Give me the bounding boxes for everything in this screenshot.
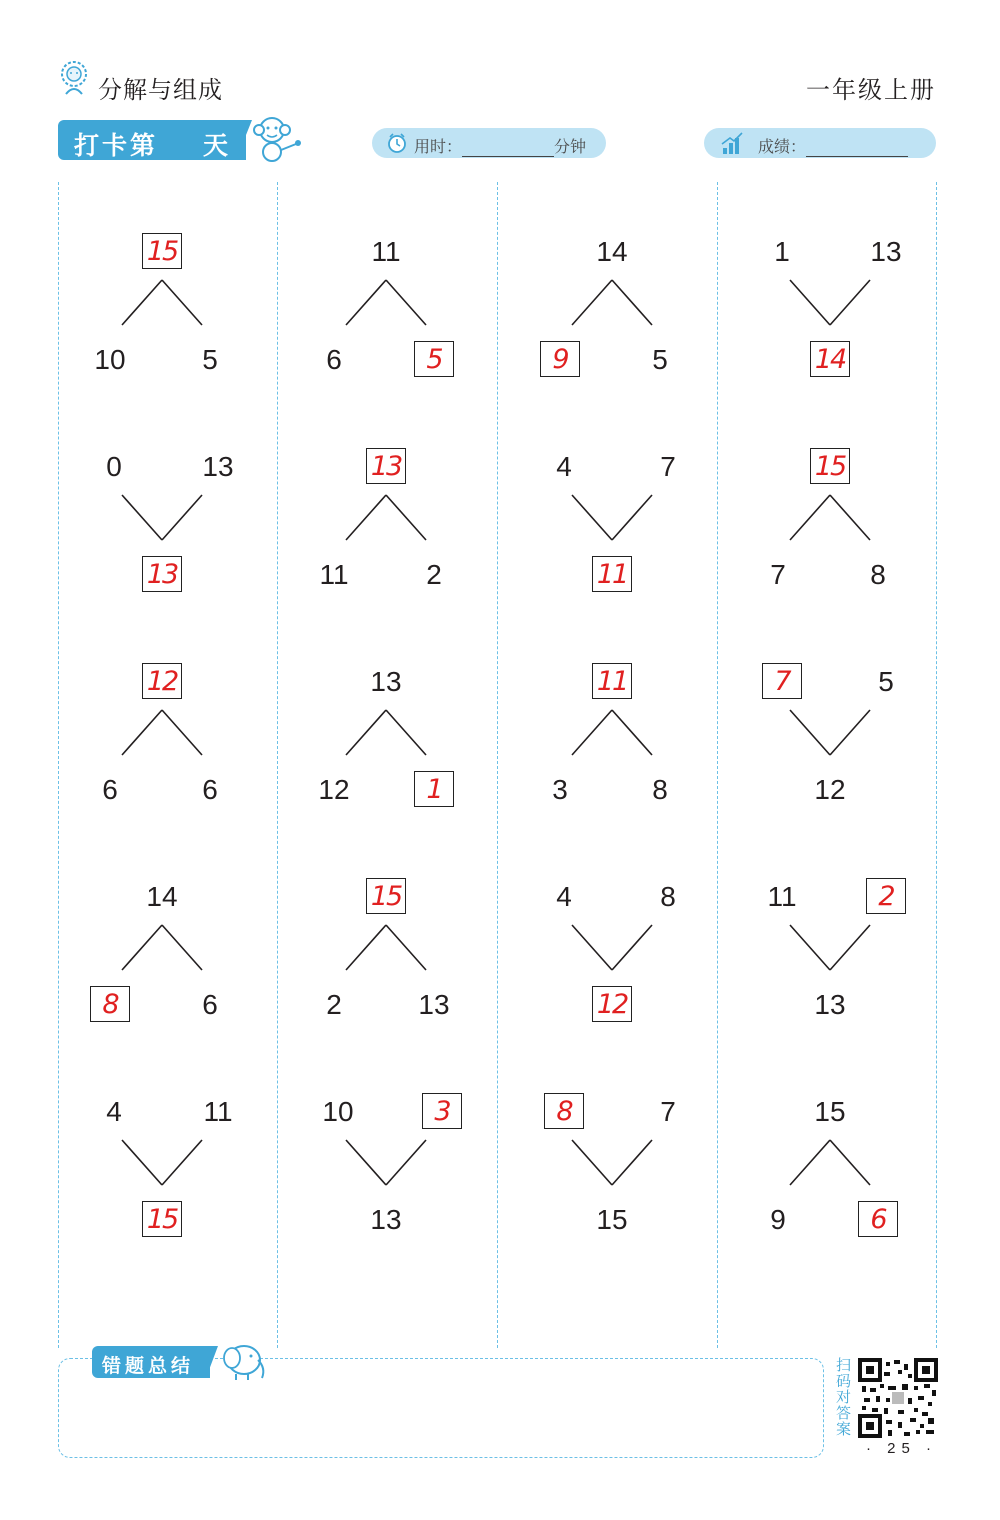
given-number: 13: [202, 451, 234, 482]
score-label: 成绩：: [758, 139, 807, 156]
checkin-label: 打卡第: [74, 132, 159, 160]
given-number: 8: [652, 774, 668, 805]
given-number: 6: [202, 774, 218, 805]
lion-icon: [58, 60, 90, 96]
given-number: 6: [202, 989, 218, 1020]
branch-line-left: [122, 1140, 162, 1185]
handwritten-answer: 11: [596, 666, 628, 697]
branch-line-right: [612, 280, 652, 325]
given-number: 5: [652, 344, 668, 375]
branch-line-right: [162, 710, 202, 755]
handwritten-answer: 8: [556, 1096, 572, 1127]
answer-box[interactable]: [592, 556, 632, 592]
given-number: 7: [660, 1096, 676, 1127]
branch-line-right: [162, 925, 202, 970]
handwritten-answer: 13: [146, 559, 178, 590]
given-number: 10: [322, 1096, 354, 1127]
given-number: 8: [660, 881, 676, 912]
answer-box[interactable]: [544, 1093, 584, 1129]
branch-line-right: [830, 495, 870, 540]
handwritten-answer: 1: [426, 774, 442, 805]
branch-line-right: [612, 1140, 652, 1185]
answer-box[interactable]: [592, 663, 632, 699]
given-number: 6: [102, 774, 118, 805]
branch-line-right: [386, 710, 426, 755]
given-number: 7: [770, 559, 786, 590]
handwritten-answer: 12: [596, 989, 628, 1020]
branch-line-left: [122, 925, 162, 970]
chart-icon: [720, 130, 746, 156]
page-number-value: 25: [887, 1440, 916, 1457]
clock-icon: [386, 132, 408, 154]
column-divider: [277, 182, 278, 1348]
branch-line-right: [830, 280, 870, 325]
given-number: 7: [660, 451, 676, 482]
column-divider: [497, 182, 498, 1348]
handwritten-answer: 15: [370, 881, 402, 912]
branch-line-left: [572, 925, 612, 970]
branch-line-right: [162, 495, 202, 540]
given-number: 4: [556, 451, 572, 482]
answer-box[interactable]: [422, 1093, 462, 1129]
answer-box[interactable]: [592, 986, 632, 1022]
handwritten-answer: 14: [814, 344, 846, 375]
branch-line-left: [346, 1140, 386, 1185]
given-number: 2: [426, 559, 442, 590]
branch-line-right: [830, 925, 870, 970]
handwritten-answer: 13: [370, 451, 402, 482]
branch-line-left: [790, 925, 830, 970]
branch-line-left: [122, 495, 162, 540]
handwritten-answer: 11: [596, 559, 628, 590]
branch-line-right: [830, 1140, 870, 1185]
branch-line-right: [386, 495, 426, 540]
given-number: 5: [202, 344, 218, 375]
elephant-icon: [218, 1338, 268, 1382]
given-number: 10: [94, 344, 126, 375]
handwritten-answer: 15: [146, 236, 178, 267]
branch-line-left: [122, 280, 162, 325]
answer-box[interactable]: [762, 663, 802, 699]
column-divider: [58, 182, 59, 1348]
answer-box[interactable]: [142, 233, 182, 269]
branch-line-right: [612, 495, 652, 540]
column-divider: [936, 182, 937, 1348]
given-number: 0: [106, 451, 122, 482]
given-number: 12: [318, 774, 350, 805]
handwritten-answer: 8: [102, 989, 118, 1020]
branch-line-right: [612, 710, 652, 755]
answer-box[interactable]: [142, 556, 182, 592]
branch-line-left: [572, 280, 612, 325]
page-number: · 25 ·: [866, 1440, 938, 1457]
branch-line-right: [612, 925, 652, 970]
mistake-summary-label: 错题总结: [102, 1356, 195, 1377]
given-number: 11: [371, 236, 401, 267]
answer-box[interactable]: [414, 341, 454, 377]
given-number: 4: [106, 1096, 122, 1127]
handwritten-answer: 9: [552, 344, 568, 375]
given-number: 13: [370, 1204, 402, 1235]
grade-label: 一年级上册: [806, 77, 936, 104]
given-number: 9: [770, 1204, 786, 1235]
handwritten-answer: 12: [146, 666, 178, 697]
given-number: 13: [870, 236, 902, 267]
branch-line-right: [162, 280, 202, 325]
given-number: 2: [326, 989, 342, 1020]
given-number: 14: [596, 236, 628, 267]
given-number: 14: [146, 881, 178, 912]
given-number: 4: [556, 881, 572, 912]
answer-box[interactable]: [858, 1201, 898, 1237]
time-label: 用时：: [414, 139, 463, 156]
answer-box[interactable]: [810, 341, 850, 377]
branch-line-left: [790, 495, 830, 540]
handwritten-answer: 5: [426, 344, 442, 375]
branch-line-left: [790, 280, 830, 325]
branch-line-left: [572, 495, 612, 540]
given-number: 15: [596, 1204, 628, 1235]
time-field-text: [414, 134, 586, 157]
branch-line-right: [386, 925, 426, 970]
handwritten-answer: 3: [434, 1096, 450, 1127]
score-field-text: [758, 134, 908, 157]
branch-line-left: [572, 1140, 612, 1185]
checkin-day-suffix: 天: [203, 132, 229, 160]
handwritten-answer: 15: [814, 451, 846, 482]
given-number: 8: [870, 559, 886, 590]
branch-line-right: [162, 1140, 202, 1185]
given-number: 3: [552, 774, 568, 805]
column-divider: [717, 182, 718, 1348]
answer-box[interactable]: [90, 986, 130, 1022]
branch-line-left: [790, 710, 830, 755]
handwritten-answer: 6: [870, 1204, 886, 1235]
branch-line-left: [346, 495, 386, 540]
answer-box[interactable]: [866, 878, 906, 914]
given-number: 11: [203, 1096, 233, 1127]
branch-line-left: [346, 710, 386, 755]
handwritten-answer: 15: [146, 1204, 178, 1235]
given-number: 1: [774, 236, 790, 267]
branch-line-left: [122, 710, 162, 755]
branch-line-right: [386, 280, 426, 325]
branch-line-right: [386, 1140, 426, 1185]
given-number: 13: [814, 989, 846, 1020]
branch-line-left: [572, 710, 612, 755]
branch-line-left: [790, 1140, 830, 1185]
scan-answer-label: 扫码对答案: [836, 1357, 852, 1438]
page-title: 分解与组成: [98, 77, 223, 104]
answer-box[interactable]: [414, 771, 454, 807]
given-number: 15: [814, 1096, 846, 1127]
monkey-icon: [250, 114, 304, 164]
given-number: 13: [370, 666, 402, 697]
answer-box[interactable]: [810, 448, 850, 484]
time-input-line[interactable]: [462, 142, 554, 157]
qr-code[interactable]: [858, 1358, 938, 1438]
answer-box[interactable]: [142, 1201, 182, 1237]
given-number: 11: [767, 881, 797, 912]
handwritten-answer: 7: [774, 666, 790, 697]
mistake-summary-tag-tail: [206, 1346, 218, 1378]
answer-box[interactable]: [366, 448, 406, 484]
given-number: 11: [319, 559, 349, 590]
branch-line-left: [346, 280, 386, 325]
answer-box[interactable]: [540, 341, 580, 377]
given-number: 5: [878, 666, 894, 697]
answer-box[interactable]: [142, 663, 182, 699]
branch-line-right: [830, 710, 870, 755]
score-input-line[interactable]: [806, 142, 908, 157]
branch-line-left: [346, 925, 386, 970]
given-number: 12: [814, 774, 846, 805]
time-unit: 分钟: [554, 139, 587, 156]
handwritten-answer: 2: [878, 881, 894, 912]
answer-box[interactable]: [366, 878, 406, 914]
given-number: 6: [326, 344, 342, 375]
given-number: 13: [418, 989, 450, 1020]
